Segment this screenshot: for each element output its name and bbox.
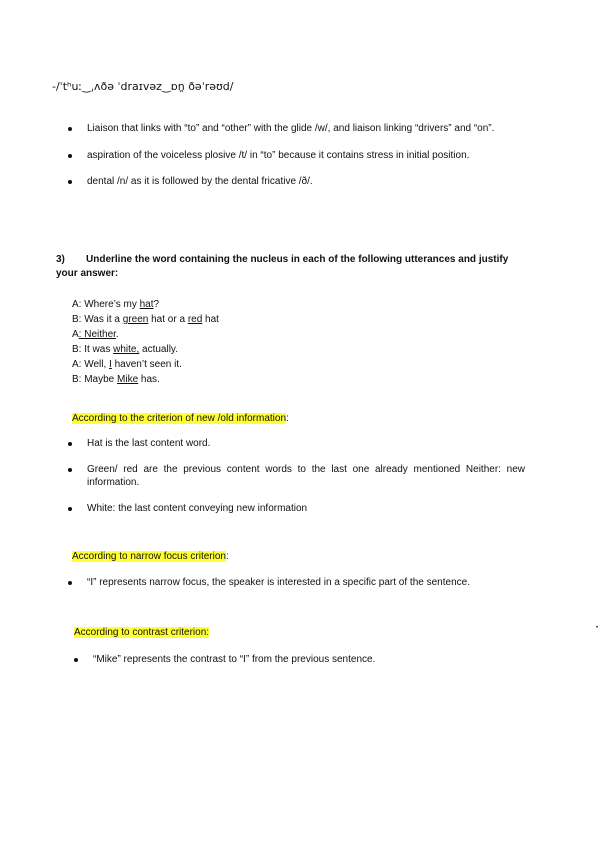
question-heading: [56, 253, 526, 280]
line-text: B: Maybe: [72, 374, 118, 385]
line-text: .: [115, 329, 119, 340]
line-text: B: Was it a: [72, 314, 123, 325]
nucleus-word: hat: [139, 299, 154, 310]
line-text: hat: [202, 314, 219, 325]
line-text: A: [72, 329, 79, 340]
list-item: “I” represents narrow focus, the speaker is interested in a specific part of the sentence.: [87, 576, 527, 590]
line-text: A: Well,: [72, 359, 110, 370]
nucleus-word: green: [122, 314, 149, 325]
line-text: has.: [138, 374, 160, 385]
narrow-focus-points-list: [87, 576, 527, 590]
highlighted-heading: According to narrow focus criterion: [72, 551, 226, 562]
dialogue-line: [72, 373, 219, 388]
list-item: “Mike” represents the contrast to “I” from the previous sentence.: [93, 653, 523, 667]
line-text: haven’t seen it.: [111, 359, 182, 370]
list-item: dental /n/ as it is followed by the dental fricative /ð/.: [87, 175, 525, 189]
line-text: B: It was: [72, 344, 114, 355]
heading-tail: :: [286, 413, 289, 424]
dialogue-line: [72, 358, 219, 373]
criterion-heading-contrast: [74, 626, 209, 640]
nucleus-word: white,: [113, 344, 140, 355]
question-text: Underline the word containing the nucleus in each of the following utterances and justify your answer:: [56, 254, 509, 279]
stray-mark: •: [596, 625, 599, 631]
dialogue: [72, 298, 219, 388]
line-text: A: Where’s my: [72, 299, 140, 310]
new-old-points-list: [87, 437, 525, 527]
contrast-points-list: [93, 653, 523, 667]
dialogue-line: [72, 313, 219, 328]
nucleus-word: I: [109, 359, 112, 370]
criterion-heading-new-old: [72, 412, 289, 426]
line-text: actually.: [139, 344, 178, 355]
phonetic-notes-list: [87, 122, 525, 202]
nucleus-word: : Neither: [78, 329, 116, 340]
highlighted-heading: According to the criterion of new /old information: [72, 413, 286, 424]
nucleus-word: red: [187, 314, 203, 325]
list-item: Green/ red are the previous content words to the last one already mentioned Neither: new information.: [87, 463, 525, 488]
line-text: hat or a: [148, 314, 188, 325]
question-number: 3): [56, 254, 65, 265]
dialogue-line: [72, 343, 219, 358]
dialogue-line: [72, 328, 219, 343]
list-item: aspiration of the voiceless plosive /t/ in “to” because it contains stress in initial position.: [87, 149, 525, 163]
phonetic-transcription: -/ˈtʰuː‿ˌʌðə ˈdraɪvəz‿ɒn̪ ðəˈrəʊd/: [52, 80, 234, 93]
list-item: White: the last content conveying new information: [87, 502, 525, 516]
heading-tail: :: [225, 551, 229, 562]
list-item: Hat is the last content word.: [87, 437, 525, 451]
nucleus-word: Mike: [117, 374, 139, 385]
criterion-heading-narrow-focus: [72, 550, 229, 564]
highlighted-heading: According to contrast criterion:: [74, 627, 210, 638]
line-text: ?: [153, 299, 160, 310]
list-item: Liaison that links with “to” and “other” with the glide /w/, and liaison linking “drivers” and “on”.: [87, 122, 525, 136]
dialogue-line: [72, 298, 219, 313]
